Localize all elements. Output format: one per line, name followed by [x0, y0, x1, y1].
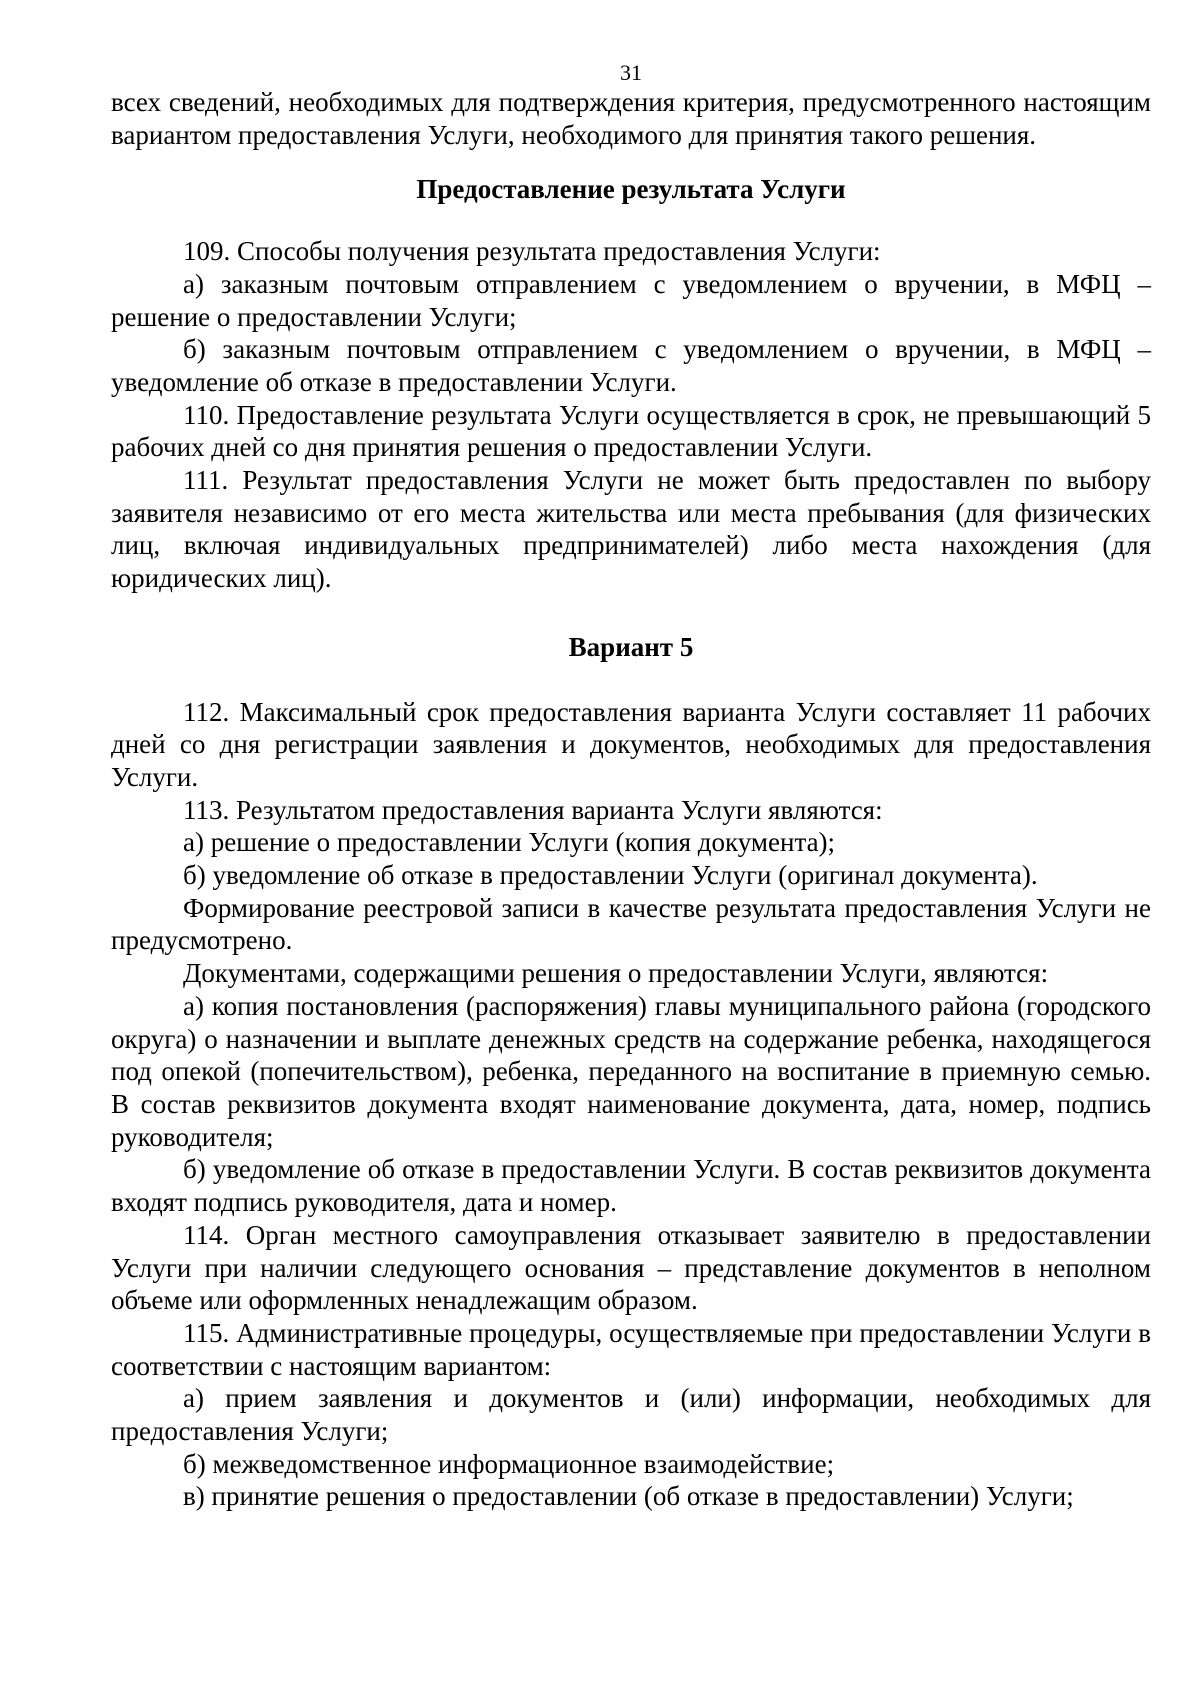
paragraph-decision-documents-b: б) уведомление об отказе в предоставлении Услуги. В состав реквизитов документа входят подпись руководителя, дата и номер.	[111, 1154, 1151, 1218]
paragraph-115: 115. Административные процедуры, осуществляемые при предоставлении Услуги в соответствии с настоящим вариантом:	[111, 1317, 1151, 1381]
paragraph-115-b: б) межведомственное информационное взаимодействие;	[183, 1448, 835, 1479]
section-heading-result: Предоставление результата Услуги	[416, 174, 846, 205]
paragraph-113: 113. Результатом предоставления варианта Услуги являются:	[183, 794, 883, 825]
paragraph-109: 109. Способы получения результата предоставления Услуги:	[183, 236, 881, 267]
paragraph-115-v: в) принятие решения о предоставлении (об отказе в предоставлении) Услуги;	[183, 1481, 1074, 1512]
document-page	[111, 60, 1151, 1513]
paragraph-109-a: а) заказным почтовым отправлением с уведомлением о вручении, в МФЦ – решение о предоставлении Услуги;	[111, 268, 1151, 332]
section-variant-5-body	[111, 696, 1151, 1514]
paragraph-111: 111. Результат предоставления Услуги не может быть предоставлен по выбору заявителя независимо от его места жительства или места пребывания (для физических лиц, включая индивидуальных предпринимателей) либо места нахождения (для юридических лиц).	[111, 465, 1151, 594]
intro-paragraph: всех сведений, необходимых для подтверждения критерия, предусмотренного настоящим вариантом предоставления Услуги, необходимого для принятия такого решения.	[111, 87, 1151, 150]
paragraph-112: 112. Максимальный срок предоставления варианта Услуги составляет 11 рабочих дней со дня регистрации заявления и документов, необходимых для предоставления Услуги.	[111, 696, 1151, 792]
paragraph-110: 110. Предоставление результата Услуги осуществляется в срок, не превышающий 5 рабочих дней со дня принятия решения о предоставлении Услуги.	[111, 399, 1151, 463]
paragraph-registry-record: Формирование реестровой записи в качестве результата предоставления Услуги не предусмотрено.	[111, 892, 1151, 956]
paragraph-decision-documents-a: а) копия постановления (распоряжения) главы муниципального района (городского округа) о назначении и выплате денежных средств на содержание ребенка, находящегося под опекой (попечительством), ребенка, переданного на воспитание в приемную семью. В состав реквизитов документа входят наименование документа, дата, номер, подпись руководителя;	[111, 990, 1151, 1152]
paragraph-113-a: а) решение о предоставлении Услуги (копия документа);	[183, 827, 836, 858]
paragraph-113-b: б) уведомление об отказе в предоставлении Услуги (оригинал документа).	[183, 860, 1038, 891]
paragraph-115-a: а) прием заявления и документов и (или) информации, необходимых для предоставления Услуги;	[111, 1383, 1151, 1447]
section-result-body	[111, 235, 1151, 595]
paragraph-114: 114. Орган местного самоуправления отказывает заявителю в предоставлении Услуги при наличии следующего основания – представление документов в неполном объеме или оформленных ненадлежащим образом.	[111, 1219, 1151, 1316]
paragraph-109-b: б) заказным почтовым отправлением с уведомлением о вручении, в МФЦ – уведомление об отказе в предоставлении Услуги.	[111, 334, 1151, 397]
section-heading-variant-5: Вариант 5	[568, 631, 694, 662]
paragraph-decision-documents: Документами, содержащими решения о предоставлении Услуги, являются:	[183, 958, 1049, 989]
page-number: 31	[620, 60, 642, 85]
